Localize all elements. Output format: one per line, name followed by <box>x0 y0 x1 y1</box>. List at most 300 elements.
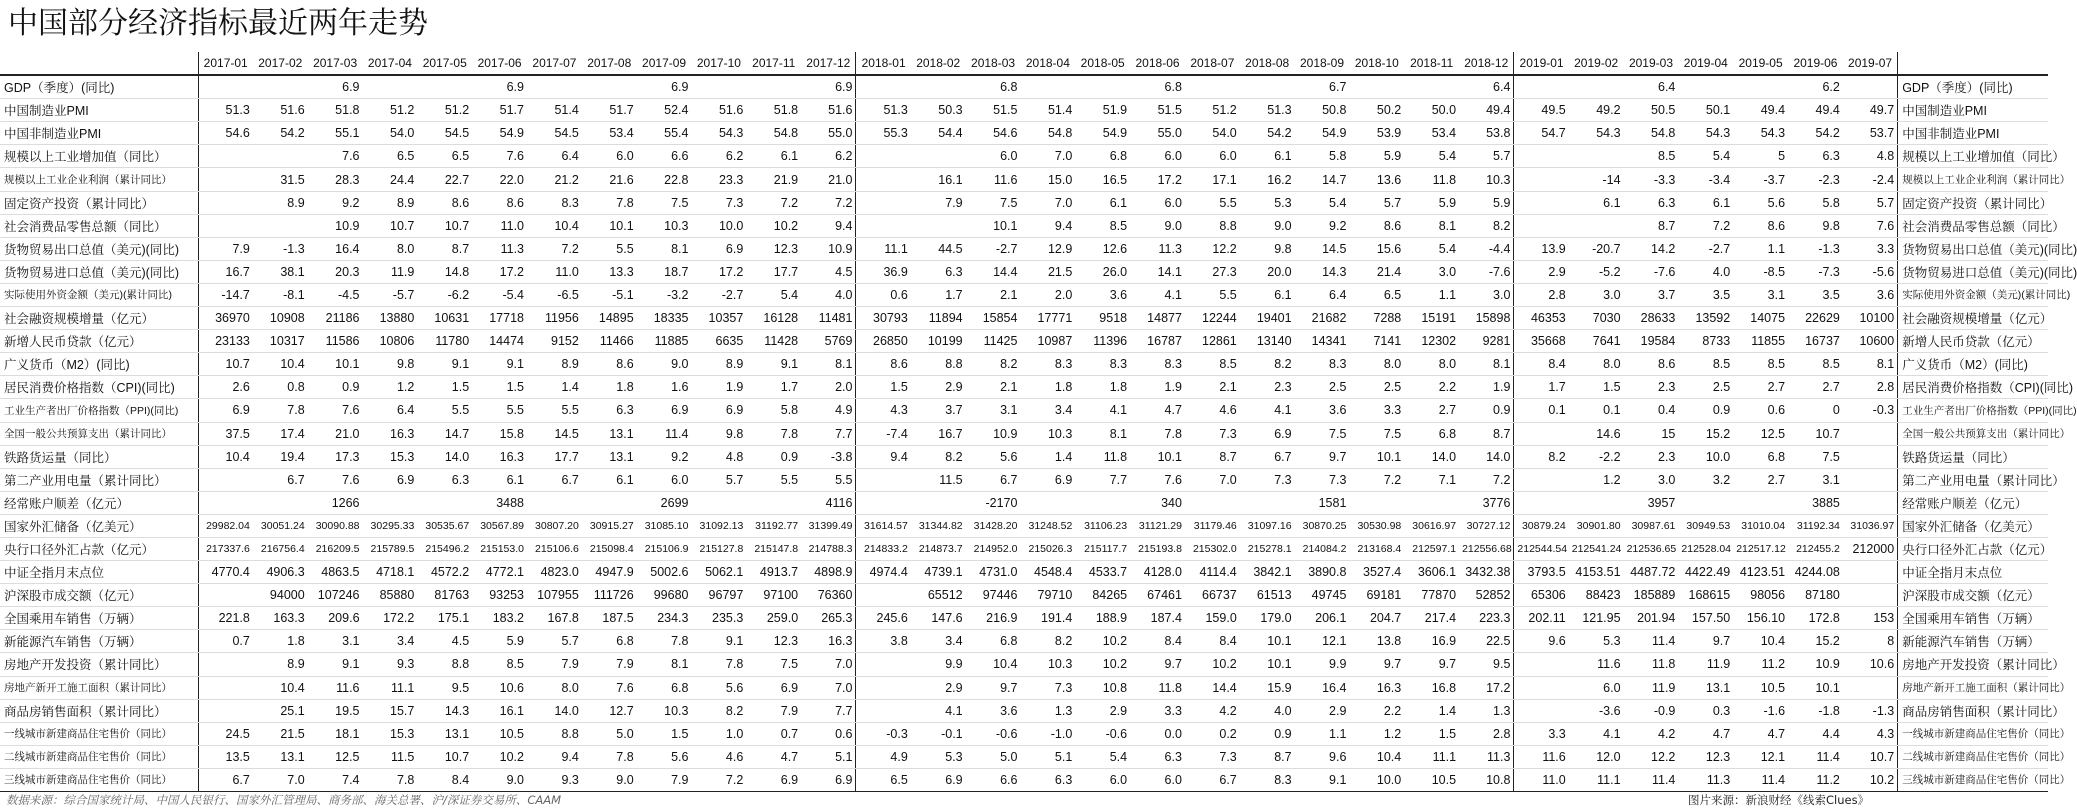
data-cell: 8.3 <box>527 191 582 214</box>
indicator-row <box>0 745 2048 768</box>
month-header: 2017-05 <box>417 52 472 75</box>
data-cell: 10.3 <box>1459 168 1514 191</box>
month-header: 2018-04 <box>1020 52 1075 75</box>
data-cell: 6.7 <box>966 468 1021 491</box>
data-cell: 5.4 <box>746 283 801 306</box>
data-cell: 14877 <box>1130 307 1185 330</box>
data-cell: 54.5 <box>527 122 582 145</box>
data-cell: 11.3 <box>1130 237 1185 260</box>
data-cell: 4.8 <box>691 445 746 468</box>
data-cell: 9.6 <box>1514 630 1569 653</box>
data-cell: 3.6 <box>1075 283 1130 306</box>
data-cell: 5.6 <box>1733 191 1788 214</box>
data-cell: 215789.5 <box>363 537 418 560</box>
indicator-row <box>0 445 2048 468</box>
data-cell: 10987 <box>1020 330 1075 353</box>
data-cell: -4.5 <box>308 283 363 306</box>
data-cell: 24.5 <box>198 722 253 745</box>
data-cell: 17.2 <box>1130 168 1185 191</box>
data-cell: 30090.88 <box>308 514 363 537</box>
data-cell: 11.1 <box>363 676 418 699</box>
indicator-name-right: 规模以上工业增加值（同比） <box>1898 145 2048 168</box>
data-cell: 3842.1 <box>1240 561 1295 584</box>
data-cell: 10.7 <box>363 214 418 237</box>
data-cell: 6.4 <box>1459 75 1514 99</box>
data-cell: 5.5 <box>527 399 582 422</box>
data-cell: 168615 <box>1678 584 1733 607</box>
data-cell: 15.7 <box>363 699 418 722</box>
data-cell: 6.9 <box>746 768 801 791</box>
data-cell: 4.7 <box>746 745 801 768</box>
data-cell: 2.7 <box>1404 399 1459 422</box>
data-cell <box>1075 491 1130 514</box>
data-cell: 10.4 <box>527 214 582 237</box>
data-cell: 6.0 <box>1569 676 1624 699</box>
data-cell: 37.5 <box>198 422 253 445</box>
data-cell: 2.7 <box>1788 376 1843 399</box>
data-cell: 17771 <box>1020 307 1075 330</box>
data-cell: 79710 <box>1020 584 1075 607</box>
indicator-name: 经常账户顺差（亿元） <box>0 491 198 514</box>
data-cell: 10.1 <box>1240 653 1295 676</box>
data-cell: 7.2 <box>746 191 801 214</box>
data-cell: -8.5 <box>1733 260 1788 283</box>
data-cell: 18.1 <box>308 722 363 745</box>
data-cell: 5.0 <box>582 722 637 745</box>
indicator-name-right: 实际使用外资金额（美元)(累计同比) <box>1898 283 2048 306</box>
data-cell: 3.2 <box>1678 468 1733 491</box>
data-cell: 28.3 <box>308 168 363 191</box>
data-cell: 54.3 <box>1733 122 1788 145</box>
data-cell: 76360 <box>801 584 856 607</box>
data-cell: 8.6 <box>417 191 472 214</box>
data-cell: 1.4 <box>1020 445 1075 468</box>
data-cell: 44.5 <box>911 237 966 260</box>
data-cell: 10.4 <box>253 353 308 376</box>
data-cell: 5.8 <box>1295 145 1350 168</box>
data-cell: 9.1 <box>1295 768 1350 791</box>
data-cell <box>746 75 801 99</box>
data-cell: 15.2 <box>1788 630 1843 653</box>
indicator-name: 固定资产投资（累计同比） <box>0 191 198 214</box>
data-cell: 17.1 <box>1185 168 1240 191</box>
data-cell: 15.8 <box>472 422 527 445</box>
data-cell: 5.3 <box>911 745 966 768</box>
data-cell: 0.1 <box>1569 399 1624 422</box>
data-cell: 10.1 <box>1349 445 1404 468</box>
indicator-name: 央行口径外汇占款（亿元） <box>0 537 198 560</box>
data-cell: 6.1 <box>1075 191 1130 214</box>
data-cell: 215106.6 <box>527 537 582 560</box>
data-cell: 25.1 <box>253 699 308 722</box>
data-cell: 16.3 <box>801 630 856 653</box>
data-cell: 5.8 <box>1788 191 1843 214</box>
data-cell: 8.7 <box>1459 422 1514 445</box>
indicator-row <box>0 653 2048 676</box>
data-cell: 7.0 <box>253 768 308 791</box>
data-cell: 215193.8 <box>1130 537 1185 560</box>
data-cell: 20.3 <box>308 260 363 283</box>
data-cell: 7.7 <box>801 699 856 722</box>
data-cell: 2.5 <box>1678 376 1733 399</box>
data-cell: 87180 <box>1788 584 1843 607</box>
data-cell: 8.8 <box>417 653 472 676</box>
data-cell: 5.5 <box>582 237 637 260</box>
month-header: 2019-02 <box>1569 52 1624 75</box>
data-cell: 3.0 <box>1404 260 1459 283</box>
data-cell: 14.1 <box>1130 260 1185 283</box>
data-cell: 49.4 <box>1733 99 1788 122</box>
data-cell: 215278.1 <box>1240 537 1295 560</box>
data-cell: 10.9 <box>801 237 856 260</box>
data-cell: 3890.8 <box>1295 561 1350 584</box>
data-cell: 8.2 <box>1514 445 1569 468</box>
data-cell: 7.2 <box>527 237 582 260</box>
data-cell: 51.8 <box>308 99 363 122</box>
data-cell: 107955 <box>527 584 582 607</box>
indicator-row <box>0 699 2048 722</box>
indicator-name-right: 工业生产者出厂价格指数（PPI)(同比) <box>1898 399 2048 422</box>
data-cell: 5.3 <box>1240 191 1295 214</box>
data-cell: 12.7 <box>582 699 637 722</box>
data-cell <box>1514 468 1569 491</box>
data-cell: 7.1 <box>1404 468 1459 491</box>
data-cell: -3.8 <box>801 445 856 468</box>
data-cell: 51.6 <box>801 99 856 122</box>
data-cell: 16.4 <box>1295 676 1350 699</box>
data-cell <box>198 468 253 491</box>
data-cell <box>1514 422 1569 445</box>
data-cell: 7.2 <box>1459 468 1514 491</box>
data-cell <box>1404 491 1459 514</box>
data-cell: 8.6 <box>1624 353 1679 376</box>
indicator-row <box>0 768 2048 791</box>
data-cell: 8.9 <box>527 353 582 376</box>
data-cell: 6.5 <box>1349 283 1404 306</box>
data-cell: 54.9 <box>472 122 527 145</box>
data-cell: 8.5 <box>1185 353 1240 376</box>
data-cell: 11956 <box>527 307 582 330</box>
data-cell: 94000 <box>253 584 308 607</box>
data-cell: 16.1 <box>911 168 966 191</box>
data-cell: 8.6 <box>582 353 637 376</box>
data-cell <box>691 75 746 99</box>
data-cell: 8.2 <box>966 353 1021 376</box>
data-cell: 22.5 <box>1459 630 1514 653</box>
data-cell: 2.3 <box>1240 376 1295 399</box>
data-cell: 13140 <box>1240 330 1295 353</box>
data-cell: -3.3 <box>1624 168 1679 191</box>
data-cell: 21186 <box>308 307 363 330</box>
data-cell: 98056 <box>1733 584 1788 607</box>
data-cell: 14.3 <box>417 699 472 722</box>
data-cell: 2.9 <box>911 676 966 699</box>
data-cell: 191.4 <box>1020 607 1075 630</box>
data-cell: 13.1 <box>582 445 637 468</box>
data-cell: 51.6 <box>691 99 746 122</box>
data-cell: 6.4 <box>527 145 582 168</box>
data-cell <box>1843 676 1898 699</box>
data-cell: 5.6 <box>966 445 1021 468</box>
data-cell: 8.5 <box>1075 214 1130 237</box>
data-cell: 54.8 <box>746 122 801 145</box>
month-header: 2019-05 <box>1733 52 1788 75</box>
data-cell: 215127.8 <box>691 537 746 560</box>
data-cell: 2.9 <box>1514 260 1569 283</box>
indicator-name-right: 央行口径外汇占款（亿元） <box>1898 537 2048 560</box>
data-cell: 7.6 <box>582 676 637 699</box>
data-cell: 7.9 <box>527 653 582 676</box>
data-cell: 10.4 <box>253 676 308 699</box>
data-cell: 17.2 <box>691 260 746 283</box>
data-cell: -6.5 <box>527 283 582 306</box>
data-cell: 202.11 <box>1514 607 1569 630</box>
data-cell: 223.3 <box>1459 607 1514 630</box>
data-cell: 3.3 <box>1514 722 1569 745</box>
data-cell: 14.7 <box>417 422 472 445</box>
data-cell: 9518 <box>1075 307 1130 330</box>
data-cell: -1.3 <box>253 237 308 260</box>
data-cell: 10600 <box>1843 330 1898 353</box>
data-cell: 1.5 <box>472 376 527 399</box>
data-cell: 1581 <box>1295 491 1350 514</box>
indicator-name: 二线城市新建商品住宅售价（同比） <box>0 745 198 768</box>
data-cell: 3.6 <box>1295 399 1350 422</box>
data-cell: 214788.3 <box>801 537 856 560</box>
data-cell: 6.8 <box>1404 422 1459 445</box>
data-cell: 8.3 <box>1020 353 1075 376</box>
data-cell <box>1514 168 1569 191</box>
data-cell: 49745 <box>1295 584 1350 607</box>
data-cell: 7.8 <box>363 768 418 791</box>
data-cell <box>582 75 637 99</box>
data-cell: 1.2 <box>1349 722 1404 745</box>
data-cell: 49.5 <box>1514 99 1569 122</box>
data-cell: 10631 <box>417 307 472 330</box>
data-cell: 3527.4 <box>1349 561 1404 584</box>
data-cell: 10.1 <box>308 353 363 376</box>
data-cell: 23133 <box>198 330 253 353</box>
month-header: 2017-07 <box>527 52 582 75</box>
data-cell: 3432.38 <box>1459 561 1514 584</box>
indicator-name-right: 沪深股市成交额（亿元） <box>1898 584 2048 607</box>
data-cell <box>253 145 308 168</box>
data-cell: 36.9 <box>856 260 911 283</box>
data-cell: 52.4 <box>637 99 692 122</box>
indicator-name: 国家外汇储备（亿美元） <box>0 514 198 537</box>
data-cell: 12244 <box>1185 307 1240 330</box>
data-cell: 16.7 <box>198 260 253 283</box>
data-cell <box>1569 75 1624 99</box>
data-cell: 11.1 <box>1404 745 1459 768</box>
data-cell: 4.8 <box>1843 145 1898 168</box>
data-cell: 3488 <box>472 491 527 514</box>
data-cell: 5.5 <box>1185 283 1240 306</box>
data-cell: 3793.5 <box>1514 561 1569 584</box>
data-cell: 10.3 <box>637 214 692 237</box>
month-header: 2019-07 <box>1843 52 1898 75</box>
data-cell <box>1020 75 1075 99</box>
data-cell: 111726 <box>582 584 637 607</box>
data-cell: 10.2 <box>1843 768 1898 791</box>
data-cell: 212000 <box>1843 537 1898 560</box>
data-cell: 7.4 <box>308 768 363 791</box>
indicator-row <box>0 75 2048 99</box>
data-cell: 4123.51 <box>1733 561 1788 584</box>
data-cell: 6.9 <box>1240 422 1295 445</box>
data-cell: 183.2 <box>472 607 527 630</box>
data-cell: -7.3 <box>1788 260 1843 283</box>
data-cell: 8.6 <box>1349 214 1404 237</box>
indicator-row <box>0 99 2048 122</box>
data-cell: 1.5 <box>856 376 911 399</box>
data-cell: 8.9 <box>253 191 308 214</box>
image-credit: 图片来源：新浪财经《线索Clues》 <box>1688 793 1870 807</box>
data-cell: 217337.6 <box>198 537 253 560</box>
indicator-name: 全国一般公共预算支出（累计同比） <box>0 422 198 445</box>
data-cell: 214833.2 <box>856 537 911 560</box>
data-cell: 0 <box>1788 399 1843 422</box>
data-cell: 2.1 <box>966 376 1021 399</box>
data-cell: 11.8 <box>1404 168 1459 191</box>
indicator-row <box>0 353 2048 376</box>
data-cell: 234.3 <box>637 607 692 630</box>
indicator-row <box>0 214 2048 237</box>
data-cell: -4.4 <box>1459 237 1514 260</box>
data-cell: 6.7 <box>1185 768 1240 791</box>
indicator-name-right: 广义货币（M2）(同比) <box>1898 353 2048 376</box>
data-cell: 9.8 <box>1788 214 1843 237</box>
data-cell: 6.8 <box>1075 145 1130 168</box>
data-cell: 14075 <box>1733 307 1788 330</box>
data-cell: 7.8 <box>1130 422 1185 445</box>
data-cell: 30807.20 <box>527 514 582 537</box>
data-cell: 10.3 <box>1020 653 1075 676</box>
data-cell: 10.5 <box>1733 676 1788 699</box>
data-cell: 9.4 <box>1020 214 1075 237</box>
data-cell: 14.4 <box>1185 676 1240 699</box>
data-cell: -6.2 <box>417 283 472 306</box>
data-cell: 7.8 <box>582 191 637 214</box>
data-cell <box>856 699 911 722</box>
indicator-name-right: 三线城市新建商品住宅售价（同比） <box>1898 768 2048 791</box>
data-cell: 16.3 <box>472 445 527 468</box>
data-cell: 14.4 <box>966 260 1021 283</box>
page-title: 中国部分经济指标最近两年走势 <box>8 6 428 41</box>
data-cell: 188.9 <box>1075 607 1130 630</box>
indicator-name: 房地产新开工施工面积（累计同比） <box>0 676 198 699</box>
data-cell: 65306 <box>1514 584 1569 607</box>
data-cell: 54.6 <box>966 122 1021 145</box>
data-cell <box>253 491 308 514</box>
data-cell: 9.8 <box>363 353 418 376</box>
data-cell: 2.8 <box>1514 283 1569 306</box>
data-cell: 6.4 <box>363 399 418 422</box>
data-cell: 8.7 <box>1624 214 1679 237</box>
data-cell: 1.7 <box>1514 376 1569 399</box>
data-cell: 49.7 <box>1843 99 1898 122</box>
data-cell: 12.3 <box>746 630 801 653</box>
indicator-name-right: 经常账户顺差（亿元） <box>1898 491 2048 514</box>
data-cell: 3.6 <box>1843 283 1898 306</box>
data-cell: 21.5 <box>253 722 308 745</box>
data-cell <box>1678 491 1733 514</box>
data-cell: 11.9 <box>363 260 418 283</box>
data-cell: 1.8 <box>1075 376 1130 399</box>
data-cell: 5.9 <box>1459 191 1514 214</box>
indicator-name-right: 居民消费价格指数（CPI)(同比) <box>1898 376 2048 399</box>
data-cell: 14.0 <box>1404 445 1459 468</box>
month-header: 2018-01 <box>856 52 911 75</box>
data-cell: 1.6 <box>637 376 692 399</box>
data-cell: 54.9 <box>1075 122 1130 145</box>
data-cell: 46353 <box>1514 307 1569 330</box>
data-cell <box>1843 75 1898 99</box>
data-cell: 15.3 <box>363 722 418 745</box>
data-cell: 2.3 <box>1624 445 1679 468</box>
data-cell: 8.0 <box>1349 353 1404 376</box>
data-cell: -2170 <box>966 491 1021 514</box>
data-cell: 235.3 <box>691 607 746 630</box>
data-cell: 9152 <box>527 330 582 353</box>
data-cell: 9.8 <box>1240 237 1295 260</box>
data-cell: 157.50 <box>1678 607 1733 630</box>
indicator-row <box>0 584 2048 607</box>
data-cell: 10.3 <box>637 699 692 722</box>
data-cell: 6.4 <box>1624 75 1679 99</box>
data-cell: 9281 <box>1459 330 1514 353</box>
data-cell: 6.0 <box>1130 191 1185 214</box>
data-cell: 206.1 <box>1295 607 1350 630</box>
data-cell: 3.3 <box>1349 399 1404 422</box>
data-cell <box>417 75 472 99</box>
data-cell: 50.3 <box>911 99 966 122</box>
data-cell: 16.2 <box>1240 168 1295 191</box>
month-header: 2018-05 <box>1075 52 1130 75</box>
data-cell: 16128 <box>746 307 801 330</box>
data-cell: 5.6 <box>637 745 692 768</box>
data-cell: 18335 <box>637 307 692 330</box>
data-cell: 54.4 <box>911 122 966 145</box>
data-cell: 212597.1 <box>1404 537 1459 560</box>
data-cell: 6.4 <box>1295 283 1350 306</box>
data-cell: 4823.0 <box>527 561 582 584</box>
data-cell: 259.0 <box>746 607 801 630</box>
data-cell: 7.6 <box>1843 214 1898 237</box>
data-cell: 14.3 <box>1295 260 1350 283</box>
data-cell: 215496.2 <box>417 537 472 560</box>
indicator-name: 货物贸易进口总值（美元)(同比) <box>0 260 198 283</box>
indicator-row <box>0 122 2048 145</box>
indicator-name: 社会融资规模增量（亿元） <box>0 307 198 330</box>
indicator-row <box>0 145 2048 168</box>
data-cell: 5769 <box>801 330 856 353</box>
data-cell: 6.7 <box>253 468 308 491</box>
data-cell: 50.5 <box>1624 99 1679 122</box>
data-cell: 12.2 <box>1624 745 1679 768</box>
data-cell: 3.1 <box>966 399 1021 422</box>
data-cell: 11.8 <box>1624 653 1679 676</box>
data-cell: 0.6 <box>1733 399 1788 422</box>
data-cell: 6.8 <box>582 630 637 653</box>
data-cell: 51.4 <box>1020 99 1075 122</box>
data-cell: 28633 <box>1624 307 1679 330</box>
data-cell: 156.10 <box>1733 607 1788 630</box>
data-cell: 6.9 <box>801 75 856 99</box>
data-cell: 8733 <box>1678 330 1733 353</box>
data-cell <box>1733 491 1788 514</box>
data-cell: 12.0 <box>1569 745 1624 768</box>
